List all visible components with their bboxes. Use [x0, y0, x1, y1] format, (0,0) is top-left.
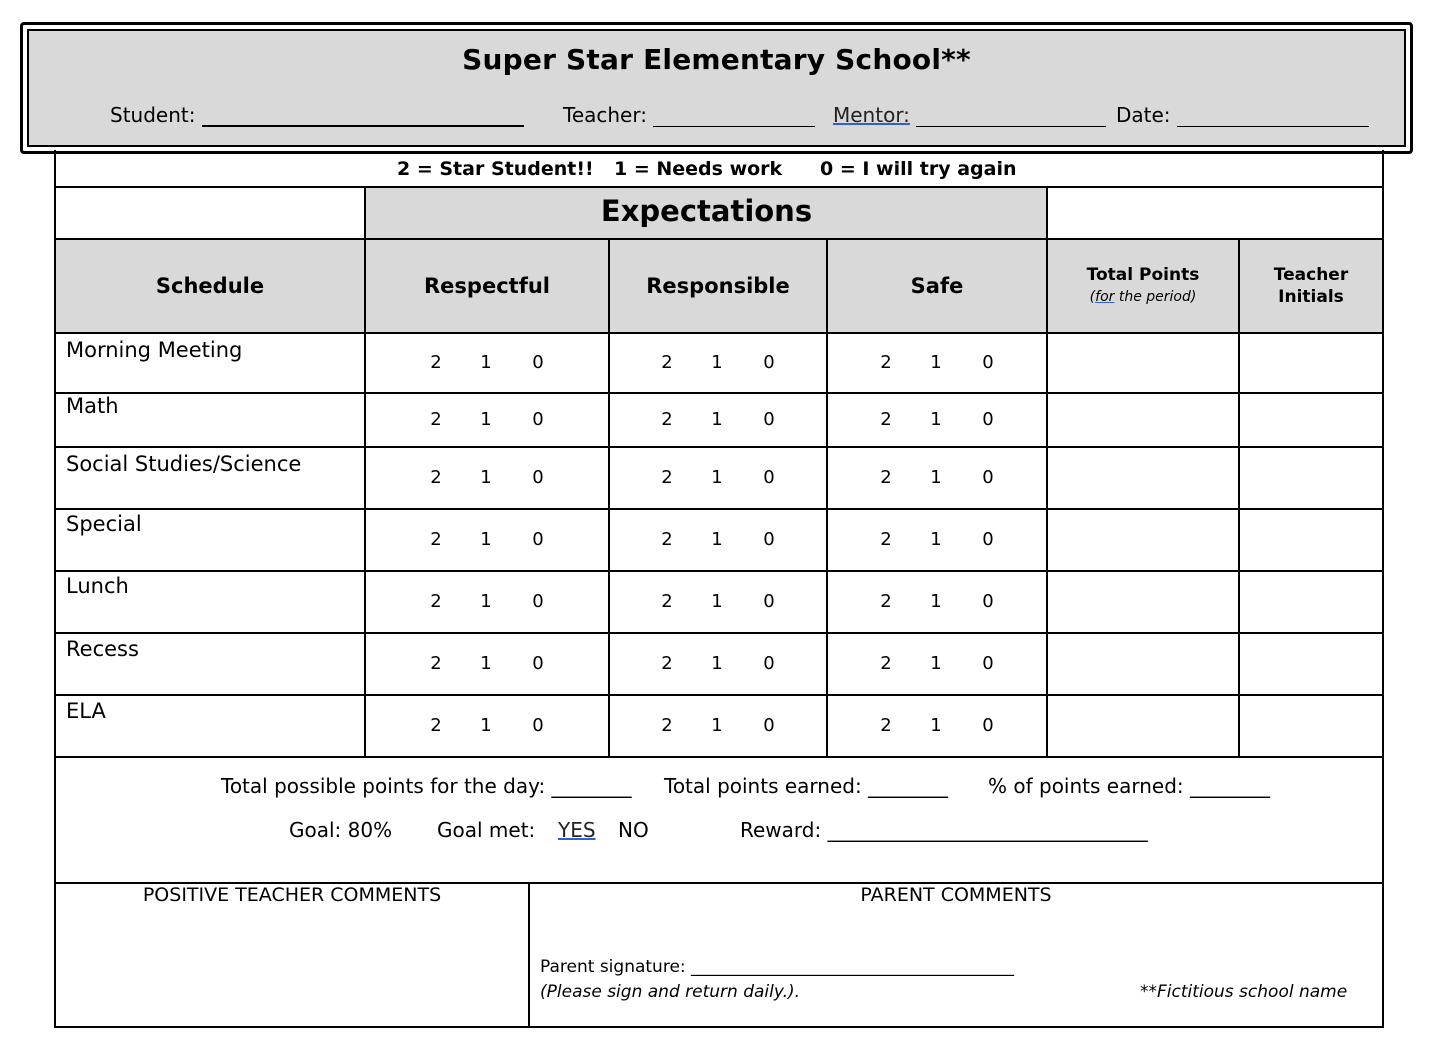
col-total-points-label: Total Points	[1086, 265, 1200, 285]
date-field[interactable]	[1116, 103, 1369, 127]
col-teacher-initials	[1240, 240, 1382, 332]
school-title: Super Star Elementary School**	[462, 43, 971, 76]
goal-met-yes[interactable]: YES	[558, 818, 596, 842]
mentor-blank[interactable]	[916, 107, 1106, 127]
responsible-score-option[interactable]: 1	[711, 715, 723, 736]
row-label: Morning Meeting	[66, 338, 243, 362]
teacher-field[interactable]	[563, 103, 815, 127]
row-label: Math	[66, 394, 119, 418]
legend-two: 2 = Star Student!!	[397, 158, 594, 180]
safe-score-option[interactable]: 0	[982, 653, 994, 674]
responsible-score-option[interactable]: 0	[763, 529, 775, 550]
date-label: Date:	[1116, 103, 1171, 127]
respectful-score-option[interactable]: 0	[532, 529, 544, 550]
respectful-score-option[interactable]: 1	[480, 409, 492, 430]
safe-score-option[interactable]: 2	[880, 653, 892, 674]
safe-score-option[interactable]: 2	[880, 529, 892, 550]
total-points-cell[interactable]	[1048, 334, 1238, 392]
responsible-score-option[interactable]: 0	[763, 467, 775, 488]
respectful-score-option[interactable]: 0	[532, 409, 544, 430]
row-label: ELA	[66, 699, 106, 723]
respectful-score-option[interactable]: 1	[480, 591, 492, 612]
respectful-score-option[interactable]: 2	[430, 352, 442, 373]
goal-met-label: Goal met:	[437, 818, 536, 842]
responsible-score-option[interactable]: 1	[711, 529, 723, 550]
sign-return-note: (Please sign and return daily.).	[540, 982, 801, 1002]
safe-score-option[interactable]: 2	[880, 409, 892, 430]
respectful-score-option[interactable]: 2	[430, 653, 442, 674]
respectful-score-option[interactable]: 2	[430, 715, 442, 736]
safe-score-option[interactable]: 2	[880, 591, 892, 612]
teacher-initials-cell[interactable]	[1240, 334, 1382, 392]
header-box	[20, 22, 1413, 154]
respectful-score-option[interactable]: 2	[430, 409, 442, 430]
legend-zero: 0 = I will try again	[820, 158, 1017, 180]
safe-score-option[interactable]: 1	[930, 352, 942, 373]
respectful-score-option[interactable]: 1	[480, 467, 492, 488]
teacher-initials-cell[interactable]	[1240, 448, 1382, 508]
col-responsible: Responsible	[646, 274, 790, 298]
teacher-label: Teacher:	[563, 103, 647, 127]
safe-score-option[interactable]: 0	[982, 409, 994, 430]
teacher-initials-cell[interactable]	[1240, 572, 1382, 632]
teacher-comments-heading: POSITIVE TEACHER COMMENTS	[142, 884, 442, 906]
safe-score-option[interactable]: 0	[982, 352, 994, 373]
safe-score-option[interactable]: 0	[982, 529, 994, 550]
col-teacher-initials-1: Teacher	[1273, 265, 1349, 285]
teacher-initials-cell[interactable]	[1240, 634, 1382, 694]
total-points-cell[interactable]	[1048, 448, 1238, 508]
responsible-score-option[interactable]: 1	[711, 591, 723, 612]
responsible-score-option[interactable]: 2	[661, 653, 673, 674]
student-label: Student:	[110, 103, 196, 127]
teacher-initials-cell[interactable]	[1240, 394, 1382, 446]
respectful-score-option[interactable]: 0	[532, 653, 544, 674]
total-points-cell[interactable]	[1048, 510, 1238, 570]
safe-score-option[interactable]: 1	[930, 467, 942, 488]
responsible-score-option[interactable]: 1	[711, 653, 723, 674]
reward-field[interactable]: Reward: ________________________________	[740, 818, 1148, 842]
responsible-score-option[interactable]: 2	[661, 352, 673, 373]
responsible-score-option[interactable]: 2	[661, 409, 673, 430]
goal-met-no[interactable]: NO	[618, 818, 649, 842]
legend-one: 1 = Needs work	[614, 158, 783, 180]
responsible-score-option[interactable]: 2	[661, 591, 673, 612]
total-points-cell[interactable]	[1048, 634, 1238, 694]
safe-score-option[interactable]: 1	[930, 409, 942, 430]
col-total-points-sub: (for the period)	[1089, 289, 1197, 305]
safe-score-option[interactable]: 1	[930, 715, 942, 736]
respectful-score-option[interactable]: 2	[430, 529, 442, 550]
respectful-score-option[interactable]: 2	[430, 591, 442, 612]
respectful-score-option[interactable]: 2	[430, 467, 442, 488]
total-points-cell[interactable]	[1048, 696, 1238, 756]
responsible-score-option[interactable]: 1	[711, 467, 723, 488]
header-panel	[27, 29, 1406, 147]
safe-score-option[interactable]: 1	[930, 591, 942, 612]
responsible-score-option[interactable]: 1	[711, 409, 723, 430]
col-schedule: Schedule	[155, 274, 265, 298]
respectful-score-option[interactable]: 1	[480, 529, 492, 550]
respectful-score-option[interactable]: 0	[532, 352, 544, 373]
responsible-score-option[interactable]: 0	[763, 409, 775, 430]
percent-points-earned[interactable]: % of points earned: ________	[988, 774, 1270, 798]
responsible-score-option[interactable]: 2	[661, 529, 673, 550]
mentor-label: Mentor:	[833, 103, 910, 127]
col-safe: Safe	[910, 274, 964, 298]
total-points-cell[interactable]	[1048, 394, 1238, 446]
safe-score-option[interactable]: 0	[982, 591, 994, 612]
respectful-score-option[interactable]: 1	[480, 653, 492, 674]
safe-score-option[interactable]: 0	[982, 467, 994, 488]
safe-score-option[interactable]: 2	[880, 352, 892, 373]
total-points-cell[interactable]	[1048, 572, 1238, 632]
teacher-initials-cell[interactable]	[1240, 510, 1382, 570]
date-blank[interactable]	[1177, 107, 1369, 127]
responsible-score-option[interactable]: 1	[711, 352, 723, 373]
responsible-score-option[interactable]: 2	[661, 467, 673, 488]
responsible-score-option[interactable]: 0	[763, 352, 775, 373]
student-blank[interactable]	[202, 107, 524, 127]
col-respectful: Respectful	[424, 274, 550, 298]
row-label: Special	[66, 512, 142, 536]
safe-score-option[interactable]: 2	[880, 467, 892, 488]
col-total-points	[1048, 240, 1238, 332]
respectful-score-option[interactable]: 1	[480, 352, 492, 373]
student-field[interactable]	[110, 103, 524, 127]
respectful-score-option[interactable]: 0	[532, 591, 544, 612]
responsible-score-option[interactable]: 0	[763, 715, 775, 736]
goal-label: Goal: 80%	[289, 818, 393, 842]
respectful-score-option[interactable]: 1	[480, 715, 492, 736]
fictitious-note: **Fictitious school name	[1140, 982, 1348, 1002]
teacher-blank[interactable]	[653, 107, 815, 127]
responsible-score-option[interactable]: 0	[763, 653, 775, 674]
safe-score-option[interactable]: 1	[930, 653, 942, 674]
safe-score-option[interactable]: 2	[880, 715, 892, 736]
total-possible-points[interactable]: Total possible points for the day: ________	[221, 774, 632, 798]
respectful-score-option[interactable]: 0	[532, 467, 544, 488]
row-label: Recess	[66, 637, 139, 661]
responsible-score-option[interactable]: 0	[763, 591, 775, 612]
expectations-title: Expectations	[600, 194, 813, 228]
parent-comments-heading: PARENT COMMENTS	[860, 884, 1052, 906]
total-points-earned[interactable]: Total points earned: ________	[664, 774, 949, 798]
parent-signature-field[interactable]: Parent signature: ______________________________________	[540, 957, 1015, 977]
teacher-initials-cell[interactable]	[1240, 696, 1382, 756]
safe-score-option[interactable]: 0	[982, 715, 994, 736]
mentor-field[interactable]	[833, 103, 1106, 127]
col-teacher-initials-2: Initials	[1278, 287, 1344, 307]
row-label: Lunch	[66, 574, 129, 598]
respectful-score-option[interactable]: 0	[532, 715, 544, 736]
safe-score-option[interactable]: 1	[930, 529, 942, 550]
row-label: Social Studies/Science	[66, 452, 302, 476]
responsible-score-option[interactable]: 2	[661, 715, 673, 736]
